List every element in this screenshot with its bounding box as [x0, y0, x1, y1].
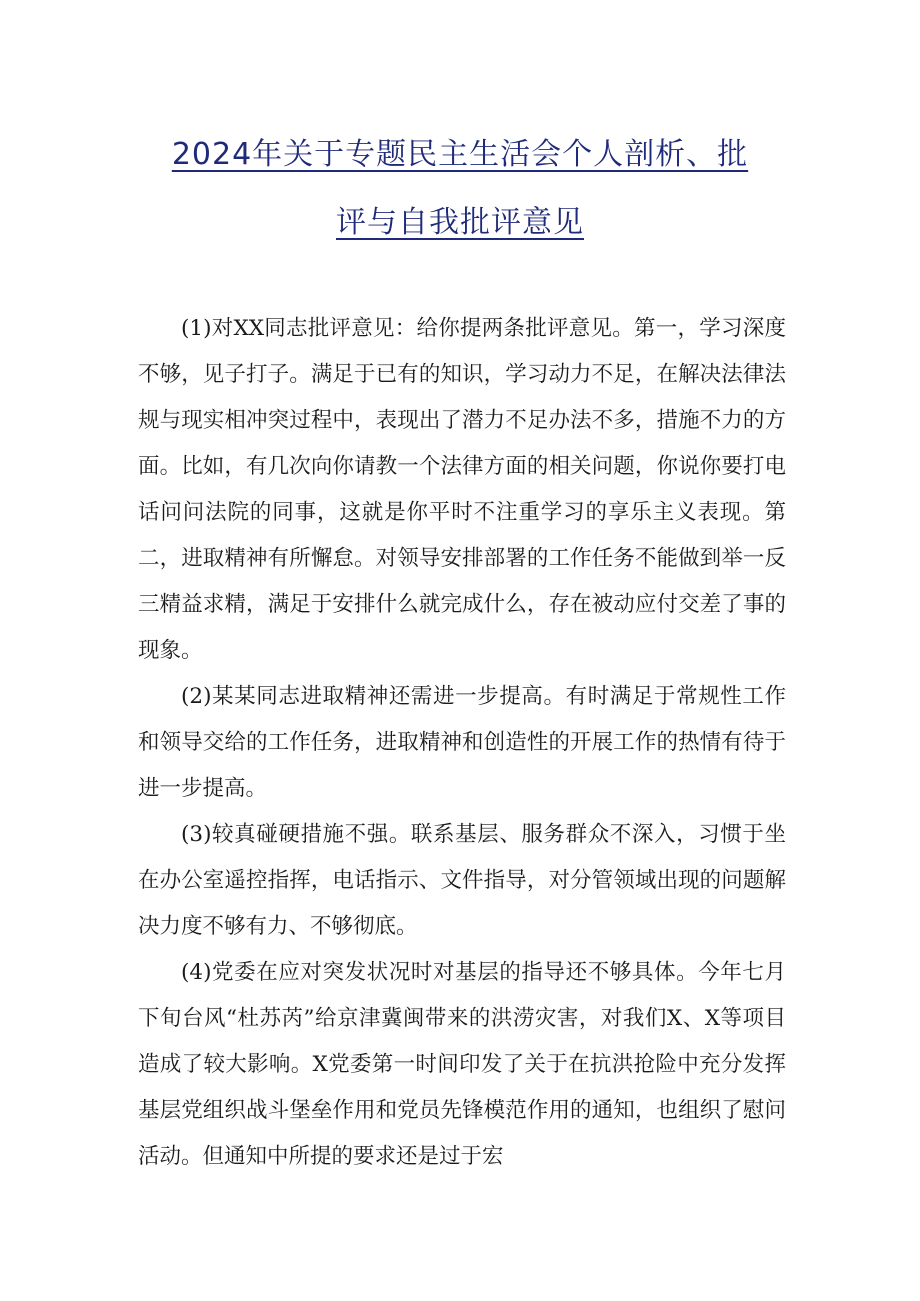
paragraph-2: (2)某某同志进取精神还需进一步提高。有时满足于常规性工作和领导交给的工作任务，进取精神和创造性的开展工作的热情有待于进一步提高。 — [138, 684, 786, 801]
paragraph-1: (1)对XX同志批评意见：给你提两条批评意见。第一，学习深度不够，见子打子。满足于已有的知识，学习动力不足，在解决法律法规与现实相冲突过程中，表现出了潜力不足办法不多，措施不力的方面。比如，有几次向你请教一个法律方面的相关问题，你说你要打电话问问法院的同事，这就是你平时不注重学习的享乐主义表现。第二，进取精神有所懈怠。对领导安排部署的工作任务不能做到举一反三精益求精，满足于安排什么就完成什么，存在被动应付交差了事的现象。 — [138, 316, 786, 663]
document-title-line-2: 评与自我批评意见 — [336, 205, 584, 240]
document-body — [138, 306, 786, 1180]
paragraph-3: (3)较真碰硬措施不强。联系基层、服务群众不深入，习惯于坐在办公室遥控指挥，电话指示、文件指导，对分管领域出现的问题解决力度不够有力、不够彻底。 — [138, 822, 786, 939]
paragraph-4: (4)党委在应对突发状况时对基层的指导还不够具体。今年七月下旬台风“杜苏芮”给京津冀闽带来的洪涝灾害，对我们X、X等项目造成了较大影响。X党委第一时间印发了关于在抗洪抢险中充分发挥基层党组织战斗堡垒作用和党员先锋模范作用的通知，也组织了慰问活动。但通知中所提的要求还是过于宏 — [138, 960, 786, 1169]
document-title-line-1: 2024年关于专题民主生活会个人剖析、批 — [171, 137, 749, 172]
